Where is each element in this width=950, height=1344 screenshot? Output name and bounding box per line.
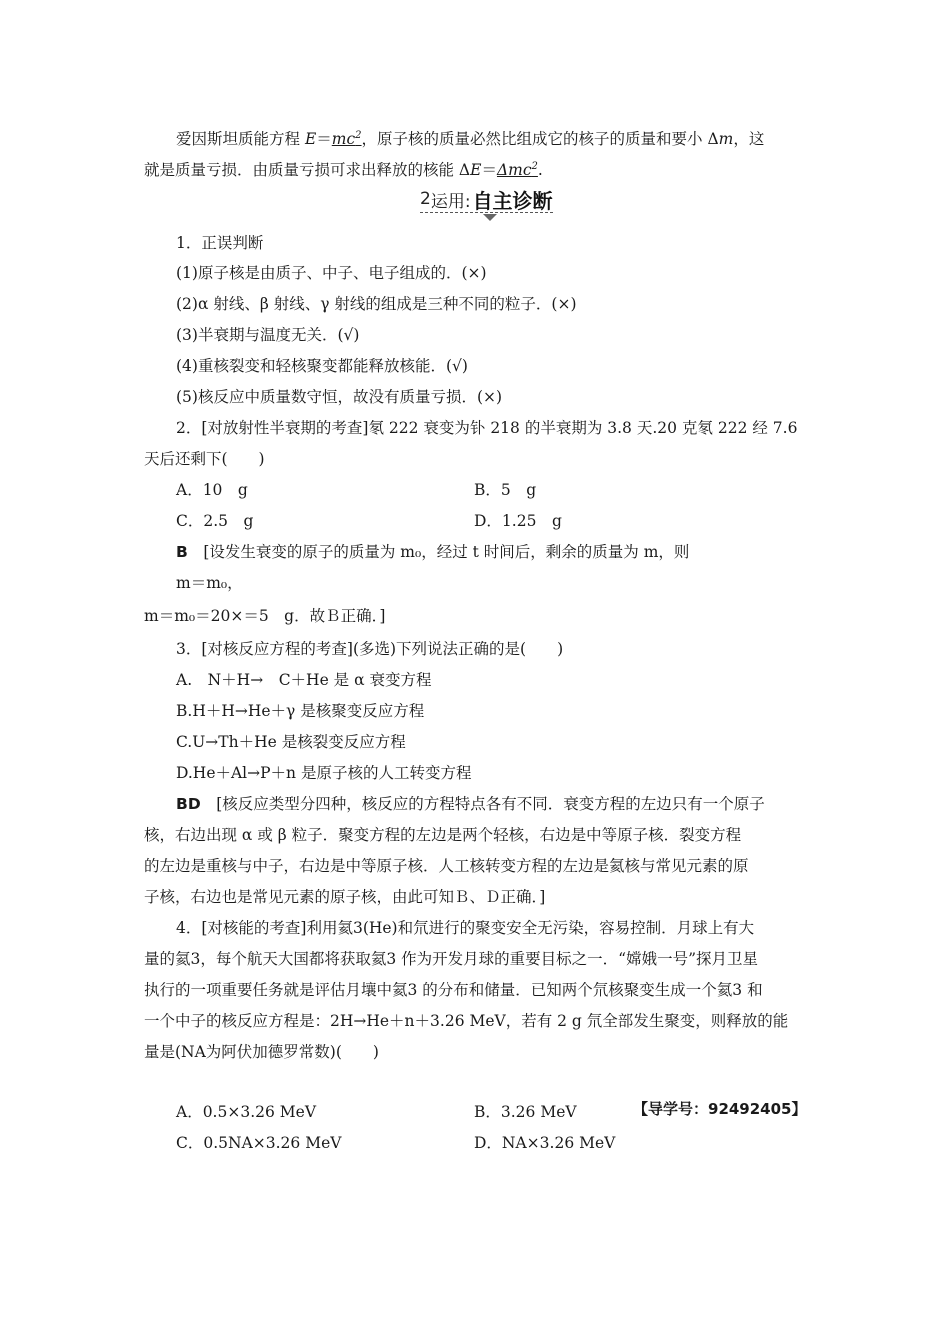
q1-item-1: (1)原子核是由质子、中子、电子组成的．(×)	[176, 264, 487, 282]
q1-item-4: (4)重核裂变和轻核聚变都能释放核能．(√)	[176, 357, 468, 375]
intro-line-1	[176, 126, 764, 149]
intro-sup: 2	[355, 130, 362, 141]
intro-line-2	[144, 157, 543, 180]
q4-option-b: B．3.26 MeV	[474, 1103, 577, 1121]
q1-item-3: (3)半衰期与温度无关．(√)	[176, 326, 360, 344]
intro-dmc-text: Δmc	[496, 161, 532, 180]
q4-stem-line-5: 量是(NA为阿伏加德罗常数)( )	[144, 1043, 379, 1061]
intro-eq: ＝	[316, 130, 332, 149]
q2-option-a: A．10 g	[176, 481, 248, 499]
intro-text-c: ，这	[733, 130, 765, 149]
q1-item-5: (5)核反应中质量数守恒，故没有质量亏损．(×)	[176, 388, 503, 406]
q2-answer-letter: B	[176, 543, 188, 561]
q1-title: 1．正误判断	[176, 234, 264, 252]
intro-var-e-2: E	[470, 161, 482, 180]
q3-answer-line-3: 的左边是重核与中子，右边是中等原子核．人工核转变方程的左边是氦核与常见元素的原	[144, 857, 749, 875]
intro-end: .	[537, 161, 543, 180]
q3-option-d: D.He＋Al→P＋n 是原子核的人工转变方程	[176, 764, 472, 782]
q4-stem-line-2: 量的氦3，每个航天大国都将获取氦3 作为开发月球的重要目标之一．“嫦娥一号”探月卫星	[144, 950, 759, 968]
q2-option-d: D．1.25 g	[474, 512, 562, 530]
intro-sup-2: 2	[531, 161, 538, 172]
q2-answer-line-2: m＝m₀，	[176, 574, 243, 592]
section-title: 自主诊断	[472, 188, 553, 213]
q3-answer-line-4: 子核，右边也是常见元素的原子核，由此可知Ｂ、Ｄ正确．]	[144, 888, 546, 906]
q3-answer-text: [核反应类型分四种，核反应的方程特点各有不同．衰变方程的左边只有一个原子	[200, 795, 765, 813]
q4-stem-line-4: 一个中子的核反应方程是：2H→He＋n＋3.26 MeV，若有 2 g 氘全部发生聚变，则释放的能	[144, 1012, 789, 1030]
q1-item-2: (2)α 射线、β 射线、γ 射线的组成是三种不同的粒子．(×)	[176, 295, 577, 313]
q2-option-b: B．5 g	[474, 481, 537, 499]
intro-eq-2: ＝	[481, 161, 497, 180]
q3-answer-letter: BD	[176, 795, 201, 813]
intro-text-2: 就是质量亏损．由质量亏损可求出释放的核能 Δ	[144, 161, 471, 180]
q4-option-a: A．0.5×3.26 MeV	[176, 1103, 317, 1121]
q2-answer-line-3: m＝m₀＝20×＝5 g．故Ｂ正确．]	[144, 607, 386, 625]
q3-option-c: C.U→Th＋He 是核裂变反应方程	[176, 733, 406, 751]
section-heading	[420, 186, 553, 213]
q4-stem-line-3: 执行的一项重要任务就是评估月壤中氦3 的分布和储量．已知两个氘核聚变生成一个氦3 和	[144, 981, 763, 999]
section-arrow-icon	[483, 214, 497, 221]
q2-stem-line-2: 天后还剩下( )	[144, 450, 265, 468]
section-subtitle: 运用:	[430, 191, 471, 212]
q3-option-a: A. N＋H→ C＋He 是 α 衰变方程	[176, 671, 432, 689]
q4-stem-line-1: 4．[对核能的考查]利用氦3(He)和氘进行的聚变安全无污染，容易控制．月球上有大	[176, 919, 755, 937]
intro-mc	[332, 130, 362, 148]
q4-option-c: C．0.5NA×3.26 MeV	[176, 1134, 342, 1152]
intro-mc-text: mc	[331, 130, 356, 149]
intro-text-b: ，原子核的质量必然比组成它的核子的质量和要小 Δ	[361, 130, 719, 149]
q4-option-d: D．NA×3.26 MeV	[474, 1134, 616, 1152]
q3-answer-line-2: 核，右边出现 α 或 β 粒子．聚变方程的左边是两个轻核，右边是中等原子核．裂变方程	[144, 826, 742, 844]
intro-var-e: E	[304, 130, 317, 149]
q3-answer-line-1	[176, 794, 765, 814]
q3-stem: 3．[对核反应方程的考查](多选)下列说法正确的是( )	[176, 640, 564, 658]
intro-text: 爱因斯坦质能方程	[176, 130, 305, 149]
q2-option-c: C．2.5 g	[176, 512, 254, 530]
intro-var-m: m	[718, 130, 734, 149]
q3-option-b: B.H＋H→He＋γ 是核聚变反应方程	[176, 702, 425, 720]
section-number: 2	[420, 189, 431, 209]
q2-stem-line-1: 2．[对放射性半衰期的考查]氡 222 衰变为钋 218 的半衰期为 3.8 天.20 克氡 222 经 7.6	[176, 419, 798, 437]
q2-answer-line-1	[176, 542, 689, 562]
guide-number: 【导学号：92492405】	[633, 1100, 807, 1118]
intro-dmc	[497, 161, 538, 179]
q2-answer-text: [设发生衰变的原子的质量为 m₀，经过 t 时间后，剩余的质量为 m，则	[187, 543, 690, 561]
